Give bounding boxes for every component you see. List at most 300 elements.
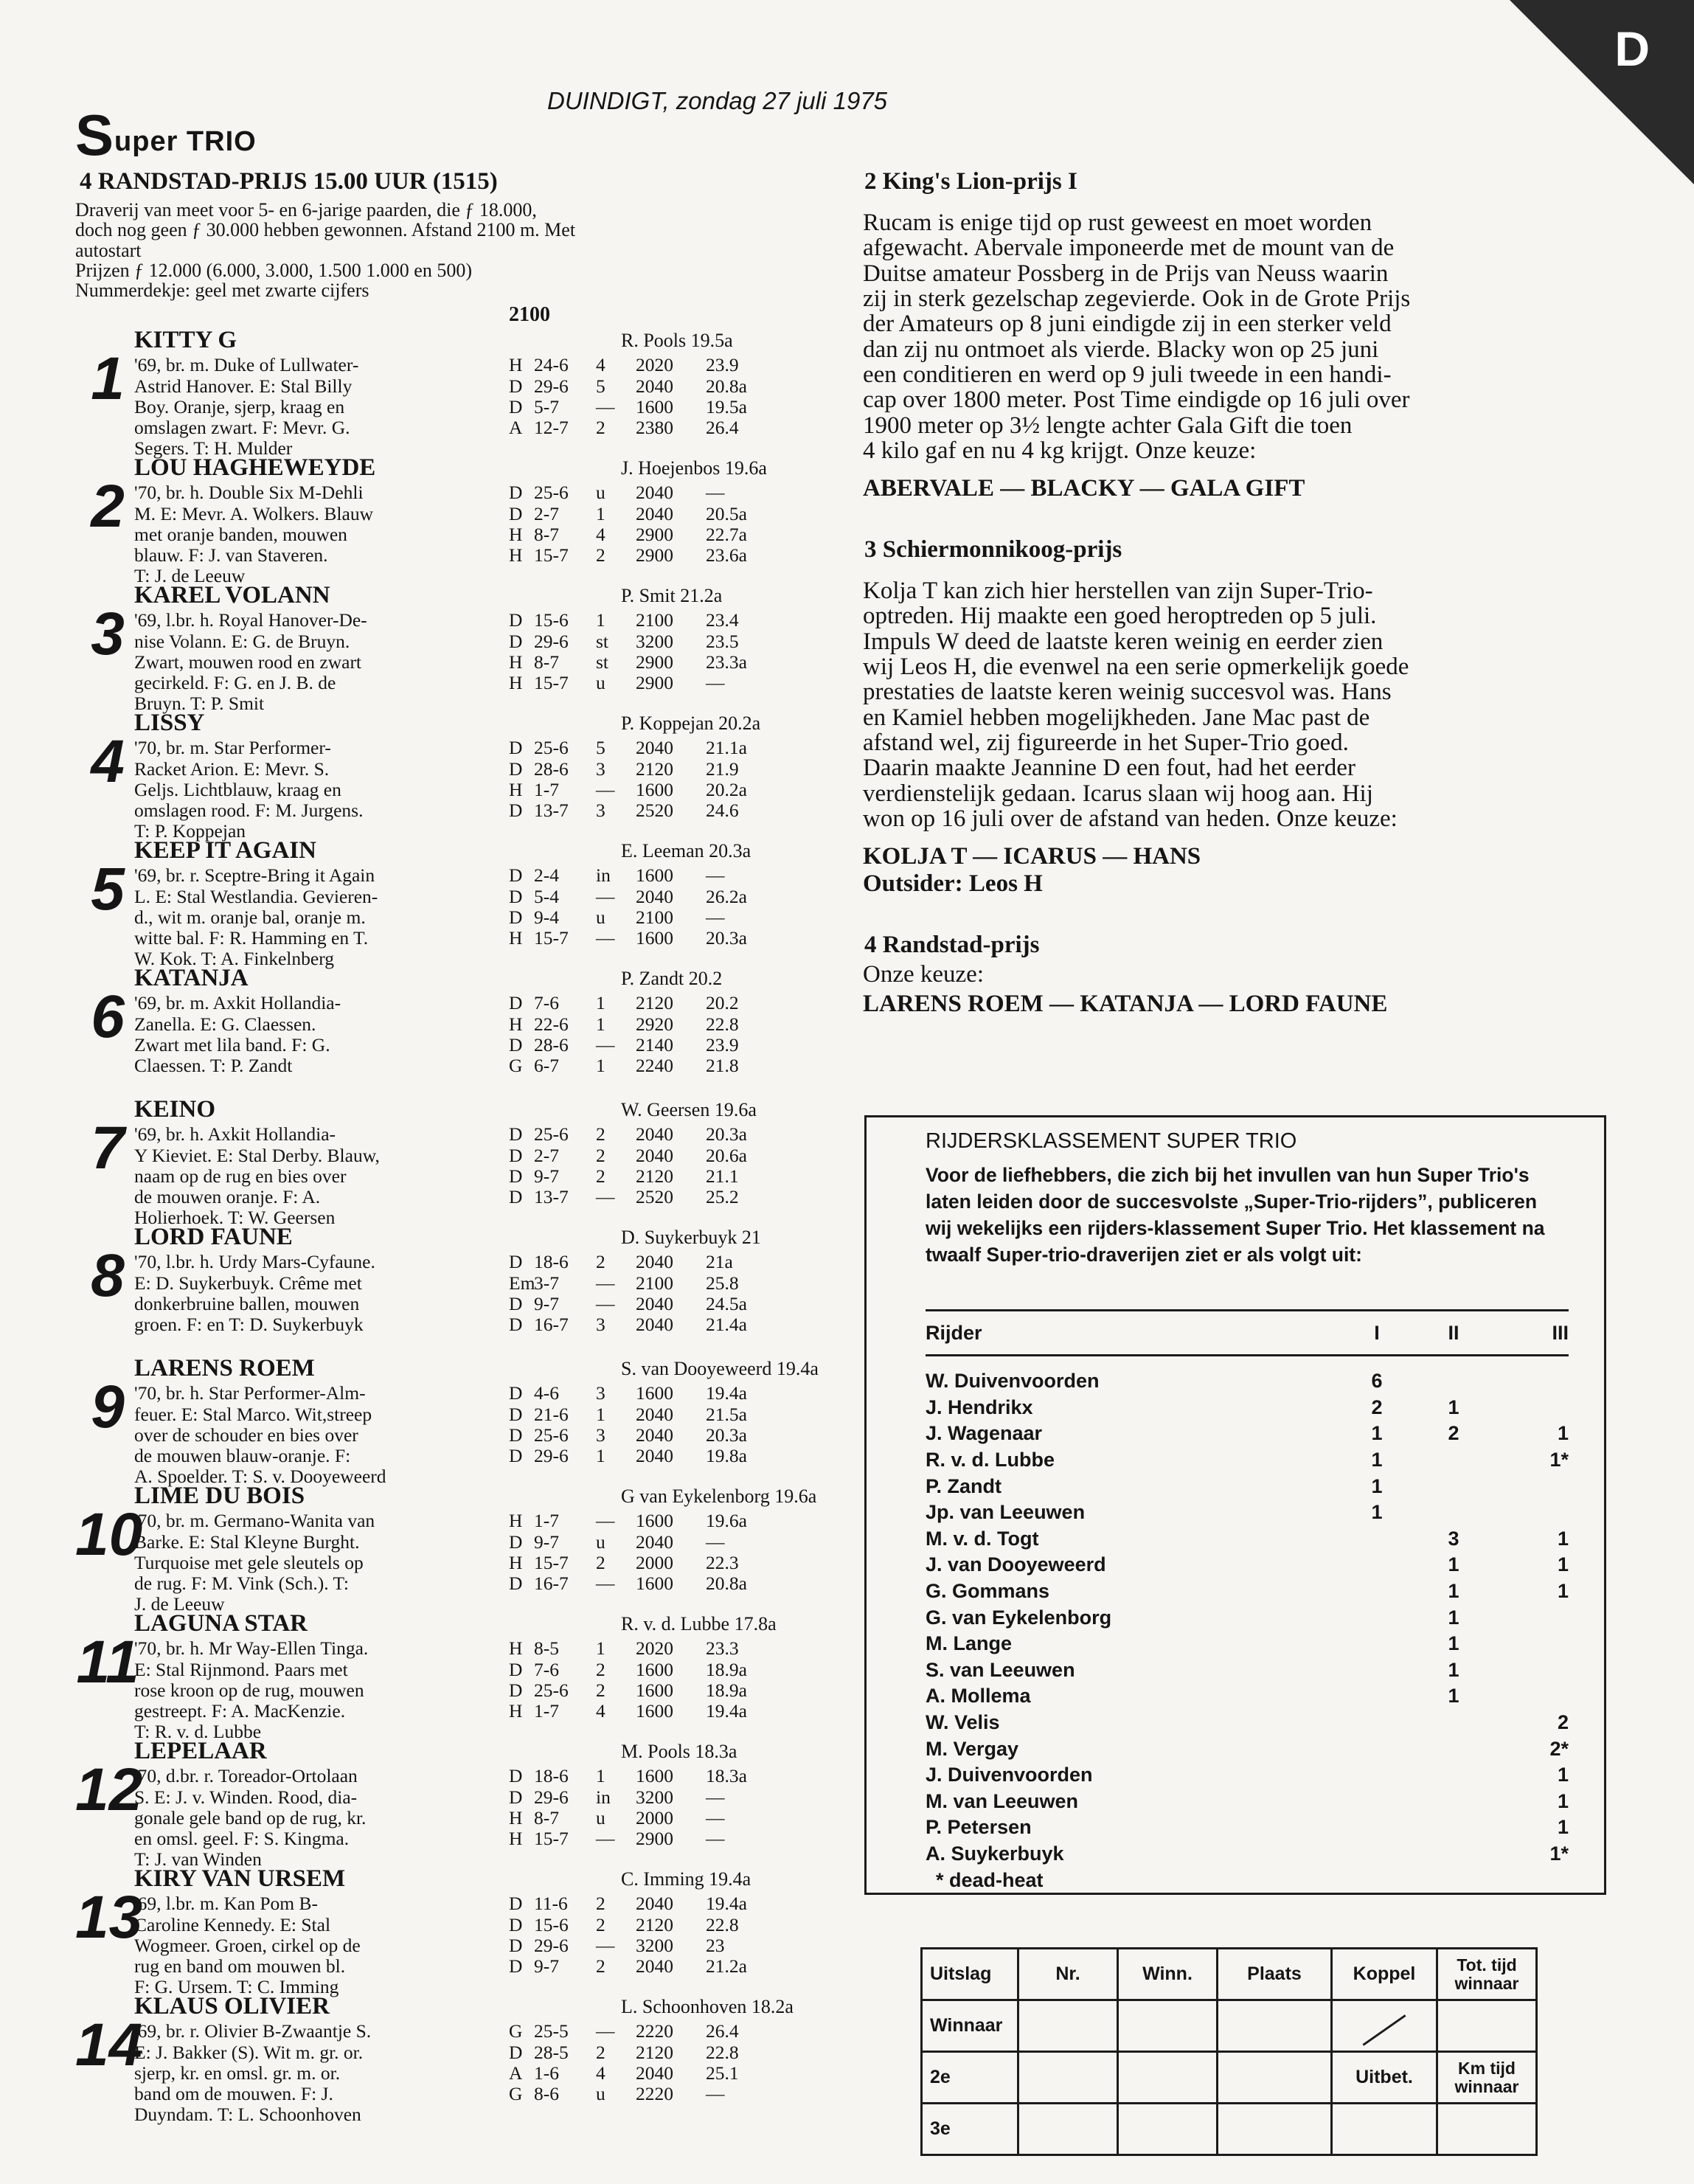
description-line: band om de mouwen. F: J. bbox=[134, 2082, 333, 2104]
result-cell: 2 bbox=[596, 1251, 605, 1273]
horse-name: KEEP IT AGAIN bbox=[134, 837, 316, 864]
result-cell: 7-6 bbox=[534, 992, 559, 1014]
result-cell: 2040 bbox=[636, 1292, 673, 1314]
result-cell: 19.4a bbox=[706, 1699, 747, 1722]
third-places: 2* bbox=[1549, 1737, 1569, 1760]
result-cell: D bbox=[509, 906, 523, 928]
description-line: Holierhoek. T: W. Geersen bbox=[134, 1206, 336, 1228]
commentary-line: Impuls W deed de laatste keren weinig en eerder zien bbox=[863, 628, 1384, 655]
description-line: Zwart, mouwen rood en zwart bbox=[134, 651, 362, 673]
result-cell: — bbox=[706, 1827, 725, 1849]
recent-results bbox=[509, 355, 833, 437]
result-row bbox=[509, 1808, 833, 1828]
result-cell: 2100 bbox=[636, 609, 673, 631]
result-cell: — bbox=[596, 1033, 615, 1055]
result-cell: 20.2 bbox=[706, 992, 739, 1014]
description-line: '70, d.br. r. Toreador-Ortolaan bbox=[134, 1765, 358, 1787]
result-cell: 2040 bbox=[636, 737, 673, 759]
description-line: '70, br. h. Star Performer-Alm- bbox=[134, 1382, 366, 1404]
result-row bbox=[509, 1828, 833, 1849]
result-cell: 2040 bbox=[636, 2062, 673, 2084]
coupon-row-label: 3e bbox=[922, 2104, 1018, 2155]
driver-record: R. Pools 19.5a bbox=[621, 330, 733, 352]
rider-name: G. Gommans bbox=[926, 1580, 1050, 1603]
result-cell: 4 bbox=[596, 2062, 605, 2084]
coupon-cell[interactable] bbox=[1118, 2052, 1218, 2104]
second-places: 2 bbox=[1448, 1422, 1459, 1445]
horse-name: KAREL VOLANN bbox=[134, 582, 330, 609]
third-places: 1 bbox=[1557, 1527, 1569, 1550]
driver-record: S. van Dooyeweerd 19.4a bbox=[621, 1358, 819, 1380]
result-cell: D bbox=[509, 1144, 523, 1166]
result-cell: H bbox=[509, 778, 523, 800]
result-cell: — bbox=[596, 778, 615, 800]
description-line: Duyndam. T: L. Schoonhoven bbox=[134, 2103, 361, 2125]
description-line: naam op de rug en bies over bbox=[134, 1165, 347, 1187]
result-cell: 2 bbox=[596, 1551, 605, 1573]
result-cell: 24.5a bbox=[706, 1292, 747, 1314]
second-header: II bbox=[1448, 1321, 1459, 1344]
start-number: 5 bbox=[91, 856, 125, 923]
result-cell: D bbox=[509, 1572, 523, 1594]
second-places: 1 bbox=[1448, 1658, 1459, 1681]
result-cell: G bbox=[509, 2020, 523, 2042]
description-line: Bruyn. T: P. Smit bbox=[134, 692, 265, 714]
result-cell: 1600 bbox=[636, 1510, 673, 1532]
third-header: III bbox=[1552, 1321, 1569, 1344]
rider-name: M. Lange bbox=[926, 1632, 1013, 1655]
first-places: 1 bbox=[1371, 1474, 1383, 1497]
result-cell: 2 bbox=[596, 2041, 605, 2063]
result-cell: 20.5a bbox=[706, 502, 747, 524]
result-row bbox=[509, 1787, 833, 1808]
our-pick: KOLJA T — ICARUS — HANS bbox=[863, 843, 1201, 870]
result-cell: 15-7 bbox=[534, 1551, 569, 1573]
result-cell: 2040 bbox=[636, 1893, 673, 1915]
horse-name: KATANJA bbox=[134, 965, 249, 992]
result-cell: 29-6 bbox=[534, 630, 569, 652]
result-cell: 3 bbox=[596, 758, 605, 780]
third-places: 1 bbox=[1557, 1580, 1569, 1603]
result-cell: 2120 bbox=[636, 2041, 673, 2063]
commentary-line: Daarin maakte Jeannine D een fout, had het eerder bbox=[863, 755, 1355, 782]
result-row bbox=[509, 1893, 833, 1914]
result-cell: 2520 bbox=[636, 799, 673, 821]
result-cell: 1 bbox=[596, 1013, 605, 1035]
start-number: 9 bbox=[91, 1373, 125, 1441]
result-cell: — bbox=[706, 482, 725, 504]
our-pick: ABERVALE — BLACKY — GALA GIFT bbox=[863, 475, 1305, 502]
race-desc-line: Nummerdekje: geel met zwarte cijfers bbox=[75, 280, 369, 302]
second-places: 1 bbox=[1448, 1606, 1459, 1629]
result-cell: 24-6 bbox=[534, 354, 569, 376]
result-cell: 1 bbox=[596, 992, 605, 1014]
result-cell: 28-6 bbox=[534, 1033, 569, 1055]
result-cell: 25-6 bbox=[534, 737, 569, 759]
result-cell: 1 bbox=[596, 1444, 605, 1466]
result-row bbox=[509, 1035, 833, 1055]
slash-mark bbox=[1362, 2014, 1406, 2046]
coupon-cell[interactable] bbox=[1218, 2000, 1332, 2052]
result-cell: 2140 bbox=[636, 1033, 673, 1055]
description-line: Wogmeer. Groen, cirkel op de bbox=[134, 1934, 361, 1956]
horse-description bbox=[134, 482, 497, 586]
result-cell: 23 bbox=[706, 1934, 725, 1956]
rider-name: J. Wagenaar bbox=[926, 1422, 1043, 1445]
result-row bbox=[509, 907, 833, 928]
coupon-header: Plaats bbox=[1218, 1949, 1332, 2000]
result-cell: 15-7 bbox=[534, 671, 569, 693]
description-line: A. Spoelder. T: S. v. Dooyeweerd bbox=[134, 1465, 386, 1487]
second-places: 1 bbox=[1448, 1580, 1459, 1603]
description-line: '69, br. m. Axkit Hollandia- bbox=[134, 992, 341, 1014]
description-line: Y Kieviet. E: Stal Derby. Blauw, bbox=[134, 1144, 380, 1166]
result-row bbox=[509, 1915, 833, 1935]
commentary-line: prestaties de laatste keren weinig succesvol was. Hans bbox=[863, 679, 1392, 706]
result-cell: D bbox=[509, 502, 523, 524]
commentary-line: Duitse amateur Possberg in de Prijs van Neuss waarin bbox=[863, 260, 1389, 287]
horse-name: KIRY VAN URSEM bbox=[134, 1865, 346, 1893]
result-cell: 2040 bbox=[636, 1123, 673, 1145]
section-letter: D bbox=[1614, 21, 1650, 76]
result-cell: 20.2a bbox=[706, 778, 747, 800]
commentary-line: der Amateurs op 8 juni eindigde zij in een sterker veld bbox=[863, 311, 1392, 338]
result-cell: D bbox=[509, 1033, 523, 1055]
result-cell: 1 bbox=[596, 1054, 605, 1076]
result-cell: u bbox=[596, 2082, 605, 2104]
result-cell: 25.1 bbox=[706, 2062, 739, 2084]
result-cell: D bbox=[509, 1185, 523, 1207]
result-cell: 1600 bbox=[636, 1658, 673, 1680]
commentary-line: won op 16 juli over de afstand van heden. Onze keuze: bbox=[863, 805, 1398, 832]
first-places: 1 bbox=[1371, 1501, 1383, 1524]
result-cell: 2040 bbox=[636, 1403, 673, 1425]
rider-name: M. van Leeuwen bbox=[926, 1789, 1079, 1812]
recent-results bbox=[509, 993, 833, 1075]
description-line: Astrid Hanover. E: Stal Billy bbox=[134, 375, 353, 397]
second-places: 1 bbox=[1448, 1553, 1459, 1576]
ranking-row bbox=[926, 1578, 1569, 1605]
coupon-cell[interactable] bbox=[1437, 2104, 1537, 2155]
horse-entry bbox=[75, 1738, 826, 1870]
driver-record: C. Imming 19.4a bbox=[621, 1868, 751, 1890]
horse-name: KITTY G bbox=[134, 327, 237, 354]
result-cell: 2900 bbox=[636, 671, 673, 693]
coupon-cell[interactable] bbox=[1118, 2000, 1218, 2052]
recent-results bbox=[509, 2021, 833, 2104]
result-row bbox=[509, 1680, 833, 1701]
race-description bbox=[75, 200, 826, 300]
result-row bbox=[509, 865, 833, 886]
result-cell: D bbox=[509, 799, 523, 821]
result-cell: 29-6 bbox=[534, 375, 569, 397]
coupon-cell[interactable] bbox=[1018, 2052, 1118, 2104]
result-cell: Em bbox=[509, 1272, 535, 1294]
result-cell: 2100 bbox=[636, 1272, 673, 1294]
rider-name: R. v. d. Lubbe bbox=[926, 1449, 1055, 1471]
result-cell: 8-7 bbox=[534, 523, 559, 545]
result-cell: 11-6 bbox=[534, 1893, 568, 1915]
second-places: 1 bbox=[1448, 1396, 1459, 1418]
dead-heat-footnote: * dead-heat bbox=[936, 1868, 1044, 1891]
result-cell: 23.3a bbox=[706, 651, 747, 673]
rider-name: M. v. d. Togt bbox=[926, 1527, 1039, 1550]
recent-results bbox=[509, 1383, 833, 1466]
result-cell: 29-6 bbox=[534, 1444, 569, 1466]
result-cell: 26.2a bbox=[706, 885, 747, 907]
result-cell: 1600 bbox=[636, 1699, 673, 1722]
result-row bbox=[509, 2084, 833, 2104]
result-cell: D bbox=[509, 864, 523, 887]
result-cell: 13-7 bbox=[534, 799, 569, 821]
driver-record: R. v. d. Lubbe 17.8a bbox=[621, 1613, 777, 1635]
rider-name: M. Vergay bbox=[926, 1737, 1019, 1760]
rider-header: Rijder bbox=[926, 1321, 982, 1344]
result-cell: 25.2 bbox=[706, 1185, 739, 1207]
horse-description bbox=[134, 738, 497, 841]
rider-name: P. Zandt bbox=[926, 1474, 1002, 1497]
result-cell: D bbox=[509, 1292, 523, 1314]
result-cell: u bbox=[596, 906, 605, 928]
result-row bbox=[509, 673, 833, 693]
description-line: T: P. Koppejan bbox=[134, 819, 246, 842]
horse-entry bbox=[75, 454, 826, 586]
result-cell: D bbox=[509, 609, 523, 631]
ranking-intro: Voor de liefhebbers, die zich bij het invullen van hun Super Trio's laten leiden door de succesvolste „Super-Trio-rijders”, publiceren wij wekelijks een rijders-klassement Super Trio. Het klassement na twaalf Super-trio-draverijen ziet er als volgt uit: bbox=[926, 1164, 1545, 1266]
third-places: 2 bbox=[1557, 1711, 1569, 1734]
result-cell: 22.8 bbox=[706, 1013, 739, 1035]
result-row bbox=[509, 1314, 833, 1335]
result-cell: — bbox=[596, 1572, 615, 1594]
result-row bbox=[509, 355, 833, 375]
result-cell: D bbox=[509, 1934, 523, 1956]
description-line: '69, br. r. Sceptre-Bring it Again bbox=[134, 864, 375, 887]
horse-description bbox=[134, 865, 497, 968]
result-row bbox=[509, 1446, 833, 1466]
third-places: 1 bbox=[1557, 1553, 1569, 1576]
commentary-text bbox=[863, 210, 1659, 463]
result-cell: H bbox=[509, 1699, 523, 1722]
description-line: Zwart met lila band. F: G. bbox=[134, 1033, 330, 1055]
result-cell: 22.8 bbox=[706, 1913, 739, 1935]
result-cell: — bbox=[596, 885, 615, 907]
result-cell: 19.4a bbox=[706, 1382, 747, 1404]
description-line: met oranje banden, mouwen bbox=[134, 523, 347, 545]
second-places: 3 bbox=[1448, 1527, 1459, 1550]
result-cell: 2 bbox=[596, 416, 605, 438]
ranking-row bbox=[926, 1683, 1569, 1710]
result-row bbox=[509, 610, 833, 631]
description-line: J. de Leeuw bbox=[134, 1592, 225, 1615]
ranking-box bbox=[864, 1115, 1606, 1895]
coupon-header: Nr. bbox=[1018, 1949, 1118, 2000]
recent-results bbox=[509, 1766, 833, 1848]
coupon-row-label: 2e bbox=[922, 2052, 1018, 2104]
result-cell: 9-7 bbox=[534, 1165, 559, 1187]
result-cell: 20.8a bbox=[706, 375, 747, 397]
result-cell: 4 bbox=[596, 354, 605, 376]
our-pick: LARENS ROEM — KATANJA — LORD FAUNE bbox=[863, 990, 1388, 1017]
coupon-cell[interactable] bbox=[1018, 2104, 1118, 2155]
result-row bbox=[509, 780, 833, 800]
start-number: 13 bbox=[75, 1884, 143, 1952]
driver-record: G van Eykelenborg 19.6a bbox=[621, 1486, 817, 1508]
result-cell: 19.5a bbox=[706, 395, 747, 417]
result-cell: 8-7 bbox=[534, 651, 559, 673]
start-number: 10 bbox=[75, 1501, 143, 1569]
second-places: 1 bbox=[1448, 1632, 1459, 1655]
coupon-cell[interactable] bbox=[1018, 2000, 1118, 2052]
first-places: 6 bbox=[1371, 1370, 1383, 1393]
ranking-row bbox=[926, 1604, 1569, 1631]
result-cell: 9-7 bbox=[534, 1955, 559, 1977]
result-cell: 1-7 bbox=[534, 1699, 559, 1722]
result-cell: 2040 bbox=[636, 1313, 673, 1335]
result-row bbox=[509, 1956, 833, 1977]
result-row bbox=[509, 482, 833, 503]
result-cell: 5 bbox=[596, 375, 605, 397]
ranking-row bbox=[926, 1631, 1569, 1657]
result-cell: u bbox=[596, 1530, 605, 1553]
result-cell: 15-6 bbox=[534, 609, 569, 631]
section-gap bbox=[863, 502, 1659, 536]
result-cell: u bbox=[596, 671, 605, 693]
description-line: S. E: J. v. Winden. Rood, dia- bbox=[134, 1786, 358, 1808]
result-cell: 1600 bbox=[636, 1679, 673, 1701]
result-cell: 2040 bbox=[636, 1444, 673, 1466]
result-cell: u bbox=[596, 482, 605, 504]
description-line: Barke. E: Stal Kleyne Burght. bbox=[134, 1530, 360, 1553]
third-places: 1 bbox=[1557, 1816, 1569, 1839]
result-cell: H bbox=[509, 651, 523, 673]
result-cell: 28-5 bbox=[534, 2041, 569, 2063]
result-cell: 1600 bbox=[636, 778, 673, 800]
rider-name: G. van Eykelenborg bbox=[926, 1606, 1112, 1629]
horse-name: LIME DU BOIS bbox=[134, 1483, 305, 1510]
result-cell: D bbox=[509, 1786, 523, 1808]
result-cell: 2040 bbox=[636, 502, 673, 524]
description-line: sjerp, kr. en omsl. gr. m. or. bbox=[134, 2062, 341, 2084]
result-cell: 15-6 bbox=[534, 1913, 569, 1935]
result-cell: D bbox=[509, 1679, 523, 1701]
third-places: 1* bbox=[1549, 1449, 1569, 1471]
result-cell: 26.4 bbox=[706, 416, 739, 438]
coupon-cell[interactable] bbox=[1218, 2104, 1332, 2155]
result-cell: — bbox=[596, 1827, 615, 1849]
coupon-koppel-slash-cell[interactable] bbox=[1332, 2000, 1437, 2052]
result-cell: 1 bbox=[596, 1765, 605, 1787]
result-cell: 20.3a bbox=[706, 926, 747, 949]
ranking-header-row bbox=[926, 1309, 1569, 1356]
description-line: E: J. Bakker (S). Wit m. gr. or. bbox=[134, 2041, 364, 2063]
description-line: d., wit m. oranje bal, oranje m. bbox=[134, 906, 366, 928]
result-cell: H bbox=[509, 1806, 523, 1828]
result-row bbox=[509, 2042, 833, 2063]
result-cell: A bbox=[509, 416, 523, 438]
result-cell: — bbox=[706, 1530, 725, 1553]
result-cell: 2040 bbox=[636, 1955, 673, 1977]
first-places: 2 bbox=[1371, 1396, 1383, 1418]
result-cell: 2 bbox=[596, 1893, 605, 1915]
result-cell: A bbox=[509, 2062, 523, 2084]
commentary-column bbox=[863, 168, 1659, 1018]
result-cell: 5 bbox=[596, 737, 605, 759]
result-cell: 2040 bbox=[636, 1144, 673, 1166]
result-cell: 25-5 bbox=[534, 2020, 569, 2042]
result-cell: 2220 bbox=[636, 2020, 673, 2042]
horse-description bbox=[134, 1252, 497, 1334]
result-cell: 9-7 bbox=[534, 1530, 559, 1553]
result-cell: 28-6 bbox=[534, 758, 569, 780]
horse-entry bbox=[75, 1865, 826, 1997]
dateline: DUINDIGT, zondag 27 juli 1975 bbox=[547, 87, 888, 114]
result-cell: 1 bbox=[596, 1403, 605, 1425]
result-cell: H bbox=[509, 1637, 523, 1660]
result-cell: 23.3 bbox=[706, 1637, 739, 1660]
horse-description bbox=[134, 1124, 497, 1227]
result-row bbox=[509, 1532, 833, 1553]
table-spacer bbox=[926, 1356, 1569, 1368]
description-line: over de schouder en bies over bbox=[134, 1424, 358, 1446]
commentary-line: zij in sterk gezelschap zegevierde. Ook in de Grote Prijs bbox=[863, 285, 1411, 312]
coupon-header: Tot. tijd winnaar bbox=[1437, 1949, 1537, 2000]
result-cell: 2120 bbox=[636, 992, 673, 1014]
description-line: '69, br. m. Duke of Lullwater- bbox=[134, 354, 359, 376]
race-desc-line: Draverij van meet voor 5- en 6-jarige paarden, die ƒ 18.000, bbox=[75, 199, 537, 221]
commentary-line: dan zij nu ontmoet als vierde. Blacky won op 25 juni bbox=[863, 336, 1379, 363]
coupon-cell[interactable] bbox=[1437, 2000, 1537, 2052]
horse-description bbox=[134, 1383, 497, 1486]
result-cell: 2380 bbox=[636, 416, 673, 438]
result-cell: 3200 bbox=[636, 1786, 673, 1808]
commentary-text bbox=[863, 962, 1659, 987]
horse-name: LOU HAGHEWEYDE bbox=[134, 454, 376, 482]
horse-entry bbox=[75, 1610, 826, 1742]
description-line: M. E: Mevr. A. Wolkers. Blauw bbox=[134, 502, 374, 524]
horse-name: LARENS ROEM bbox=[134, 1355, 315, 1382]
description-line: '70, l.br. h. Urdy Mars-Cyfaune. bbox=[134, 1251, 375, 1273]
result-cell: 21.1 bbox=[706, 1165, 739, 1187]
result-row bbox=[509, 504, 833, 524]
start-number: 3 bbox=[91, 600, 125, 668]
coupon-cell[interactable] bbox=[1118, 2104, 1218, 2155]
recent-results bbox=[509, 1511, 833, 1593]
ranking-row bbox=[926, 1762, 1569, 1789]
result-cell: 8-5 bbox=[534, 1637, 559, 1660]
description-line: Boy. Oranje, sjerp, kraag en bbox=[134, 395, 345, 417]
result-cell: 2900 bbox=[636, 523, 673, 545]
result-row bbox=[509, 2063, 833, 2084]
result-cell: 2100 bbox=[636, 906, 673, 928]
description-line: F: G. Ursem. T: C. Imming bbox=[134, 1975, 339, 1997]
result-cell: 18.9a bbox=[706, 1658, 747, 1680]
result-cell: 9-4 bbox=[534, 906, 559, 928]
result-cell: — bbox=[706, 1786, 725, 1808]
result-cell: 2900 bbox=[636, 651, 673, 673]
start-number: 8 bbox=[91, 1242, 125, 1310]
result-row bbox=[509, 993, 833, 1013]
result-cell: 4 bbox=[596, 523, 605, 545]
coupon-cell[interactable] bbox=[1218, 2052, 1332, 2104]
result-cell: D bbox=[509, 1765, 523, 1787]
result-cell: 3 bbox=[596, 799, 605, 821]
description-line: blauw. F: J. van Staveren. bbox=[134, 544, 328, 566]
description-line: gecirkeld. F: G. en J. B. de bbox=[134, 671, 336, 693]
result-cell: 21.1a bbox=[706, 737, 747, 759]
logo-initial: S bbox=[75, 103, 115, 167]
result-cell: 1600 bbox=[636, 864, 673, 887]
coupon-cell[interactable] bbox=[1332, 2104, 1437, 2155]
